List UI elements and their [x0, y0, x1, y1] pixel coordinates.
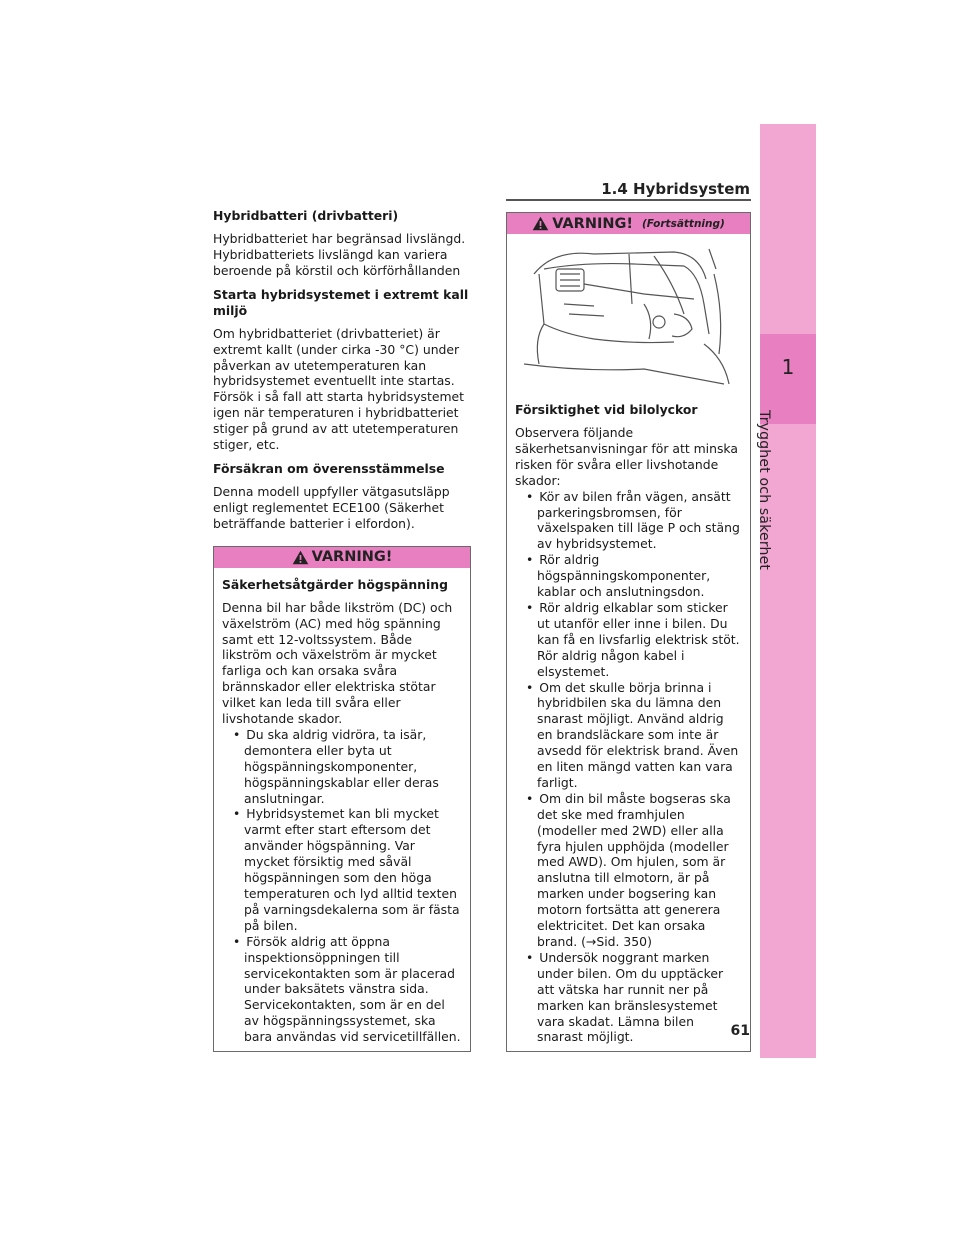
list-item: • Hybridsystemet kan bli mycket varmt efter start eftersom det använder högspänning. Var mycket försiktig med såväl högspänningen som den höga temperaturen och lyd alltid texten på varningsdekalerna som är fästa på bilen. [222, 806, 462, 933]
warning-box [213, 546, 471, 1052]
list-item: • Undersök noggrant marken under bilen. Om du upptäcker att vätska har runnit ner på marken kan bränslesystemet vara skadat. Lämna bilen snarast möjligt. [515, 950, 742, 1045]
section-heading: Försäkran om överensstämmelse [213, 460, 445, 476]
warning-bullet-list [222, 727, 462, 1045]
warning-intro: Denna bil har både likström (DC) och växelström (AC) med hög spänning samt ett 12-voltssystem. Både likström och växelström är mycket farliga och kan orsaka svåra brännskador eller elektriska stötar vilket kan leda till svåra eller livshotande skador. [222, 599, 453, 727]
list-item: • Rör aldrig elkablar som sticker ut utanför eller inne i bilen. Du kan få en livsfarlig elektrisk stöt. Rör aldrig någon kabel i elsystemet. [515, 600, 742, 680]
page-number: 61 [730, 1023, 750, 1039]
left-column [213, 208, 471, 1052]
rear-seat-service-plug-illustration [524, 244, 733, 394]
section-body: Hybridbatteriet har begränsad livslängd. Hybridbatteriets livslängd kan variera beroende på körstil och körförhållanden [213, 231, 466, 278]
chapter-number: 1 [781, 355, 795, 379]
list-item: • Du ska aldrig vidröra, ta isär, demontera eller byta ut högspänningskomponenter, högspänningskablar eller deras anslutningar. [222, 727, 462, 807]
warning-box-continued [506, 212, 751, 1052]
list-item: • Kör av bilen från vägen, ansätt parkeringsbromsen, för växelspaken till läge P och stäng av hybridsystemet. [515, 489, 742, 553]
section-heading: Hybridbatteri (drivbatteri) [213, 208, 399, 223]
warning-title: VARNING! [552, 215, 633, 232]
warning-header [214, 547, 470, 568]
warning-triangle-icon [532, 216, 549, 231]
chapter-sidebar [760, 124, 816, 1058]
header-divider [506, 199, 751, 201]
section-title: 1.4 Hybridsystem [601, 180, 750, 198]
warning-intro: Observera följande säkerhetsanvisningar för att minska risken för svåra eller livshotande skador: [515, 425, 738, 488]
warning-bullet-list [515, 489, 742, 1046]
warning-continuation: (Fortsättning) [642, 217, 725, 230]
chapter-title: Trygghet och säkerhet [756, 410, 772, 571]
section-body: Om hybridbatteriet (drivbatteriet) är extremt kallt (under cirka -30 °C) under påverkan av utetemperaturen kan hybridsystemet eventuellt inte startas. Försök i så fall att starta hybridsystemet igen när temperaturen i hybridbatteriet stiger på grund av att utetemperaturen stiger, etc. [213, 325, 465, 453]
warning-heading: Säkerhetsåtgärder högspänning [222, 576, 448, 592]
warning-triangle-icon [292, 550, 309, 565]
list-item: • Om det skulle börja brinna i hybridbilen ska du lämna den snarast möjligt. Använd aldrig en brandsläckare som inte är avsedd för elektrisk brand. Även en liten mängd vatten kan vara farligt. [515, 680, 742, 791]
section-body: Denna modell uppfyller vätgasutsläpp enligt reglementet ECE100 (Säkerhet beträffande batterier i elfordon). [213, 483, 450, 531]
warning-header [507, 213, 750, 234]
list-item: • Om din bil måste bogseras ska det ske med framhjulen (modeller med 2WD) eller alla fyra hjulen upphöjda (modeller med AWD). Om hjulen, som är anslutna till elmotorn, är på marken under bogsering kan motorn fortsätta att generera elektricitet. Det kan orsaka brand. (→Sid. 350) [515, 791, 742, 950]
list-item: • Försök aldrig att öppna inspektionsöppningen till servicekontakten som är placerad under baksätets vänstra sida. Servicekontakten, som är en del av högspänningssystemet, ska bara användas vid servicetillfällen. [222, 934, 462, 1045]
warning-heading: Försiktighet vid bilolyckor [515, 402, 698, 417]
warning-title: VARNING! [311, 549, 393, 566]
right-column [506, 212, 751, 1052]
section-heading: Starta hybridsystemet i extremt kall miljö [213, 286, 469, 318]
list-item: • Rör aldrig högspänningskomponenter, kablar och anslutningsdon. [515, 552, 742, 600]
